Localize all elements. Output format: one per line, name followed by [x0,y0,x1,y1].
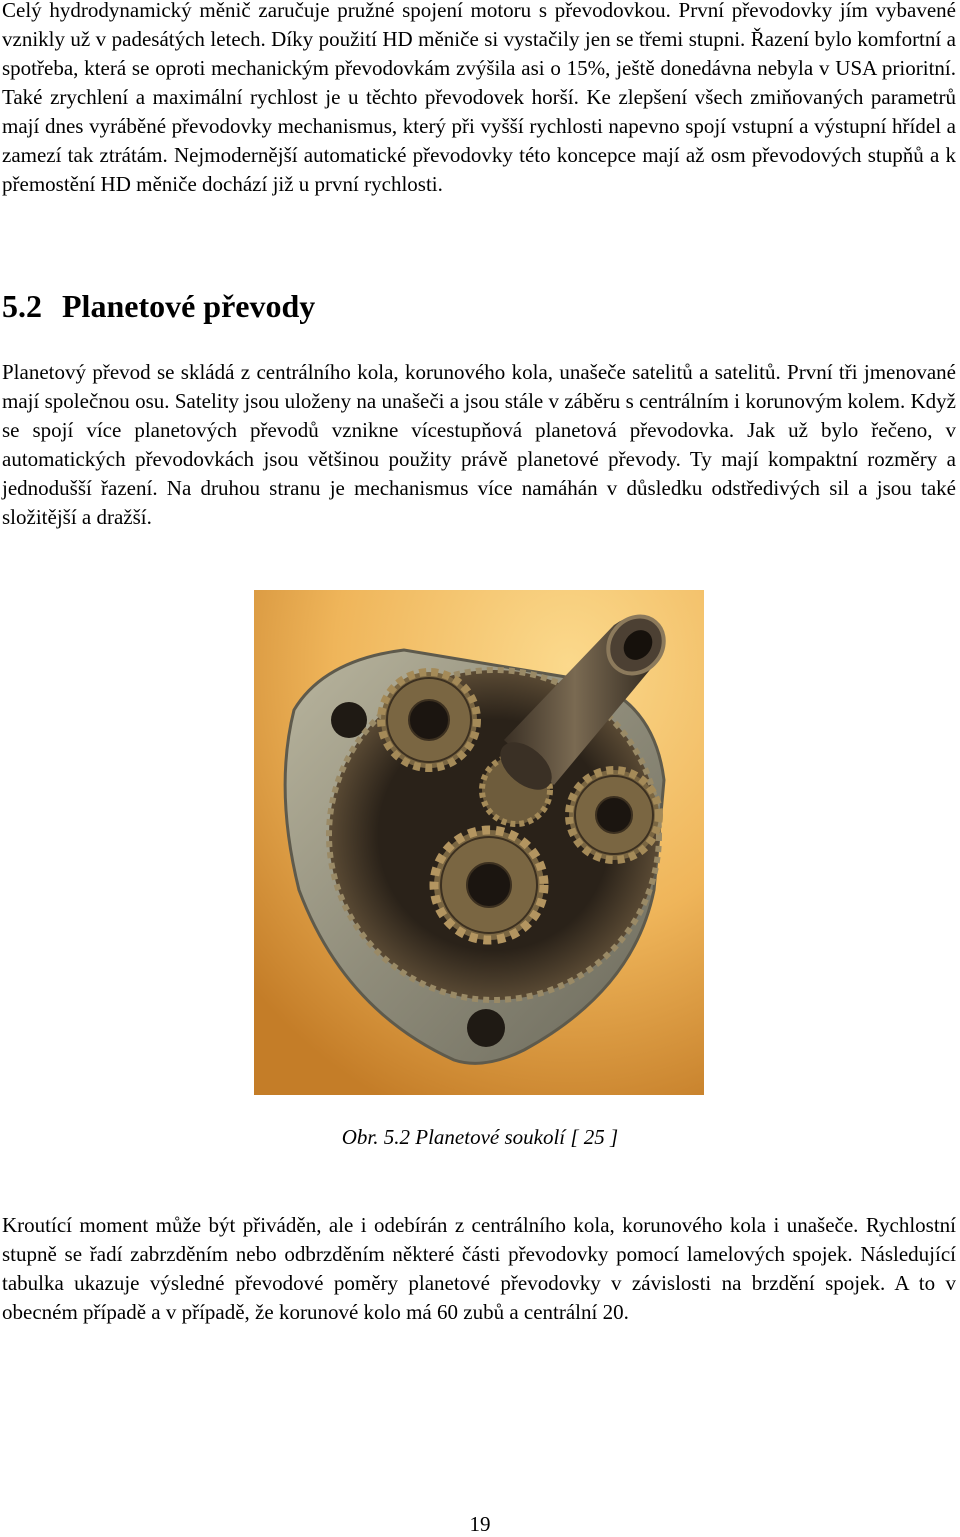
page-number: 19 [469,1512,491,1536]
section-heading [2,286,315,326]
figure-caption: Obr. 5.2 Planetové soukolí [ 25 ] [341,1125,619,1149]
paragraph-torque-converter: Celý hydrodynamický měnič zaručuje pružné spojení motoru s převodovkou. První převodovky jím vybavené vznikly už v padesátých letech. Díky použití HD měniče si vystačily jen se třemi stupni. Řazení bylo komfortní a spotřeba, která se oproti mechanickým převodovkám zvýšila asi o 15%, ještě donedávna nebyla v USA prioritní. Také zrychlení a maximální rychlost je u těchto převodovek horší. Ke zlepšení všech zmiňovaných parametrů mají dnes vyráběné převodovky mechanismus, který při vyšší rychlosti napevno spojí vstupní a výstupní hřídel a zamezí tak ztrátám. Nejmodernější automatické převodovky této koncepce mají až osm převodových stupňů a k přemostění HD měniče dochází již u první rychlosti. [2,0,956,196]
planetary-gear-photo [254,590,704,1095]
section-title: Planetové převody [62,288,316,324]
section-number: 5.2 [2,288,42,324]
paragraph-torque-transmission: Kroutící moment může být přiváděn, ale i odebírán z centrálního kola, korunového kola i unašeče. Rychlostní stupně se řadí zabrzděním nebo odbrzděním některé části převodovky pomocí lamelových spojek. Následující tabulka ukazuje výsledné převodové poměry planetové převodovky v závislosti na brzdění spojek. A to v obecném případě a v případě, že korunové kolo má 60 zubů a centrální 20. [2,1213,956,1324]
paragraph-planetary-gears: Planetový převod se skládá z centrálního kola, korunového kola, unašeče satelitů a satelitů. První tři jmenované mají společnou osu. Satelity jsou uloženy na unašeči a jsou stále v záběru s centrálním i korunovým kolem. Když se spojí více planetových převodů vznikne vícestupňová planetová převodovka. Jak už bylo řečeno, v automatických převodovkách jsou většinou použity právě planetové převody. Ty mají kompaktní rozměry a jednodušší řazení. Na druhou stranu je mechanismus více namáhán v důsledku odstředivých sil a jsou také složitější a dražší. [2,360,956,529]
